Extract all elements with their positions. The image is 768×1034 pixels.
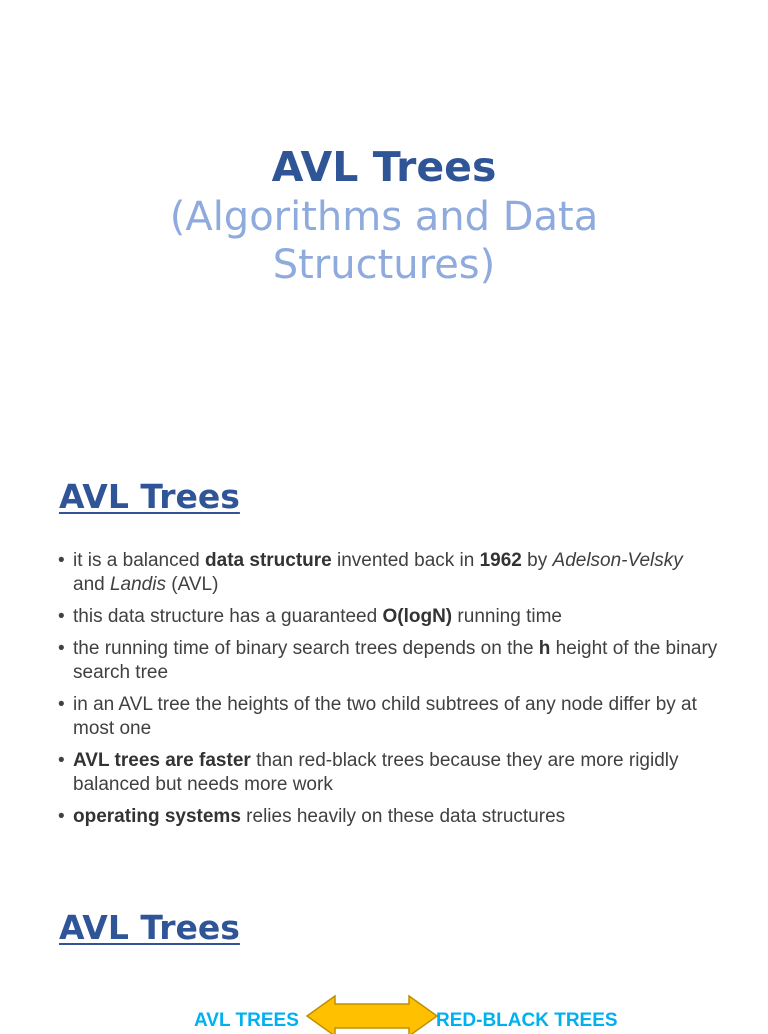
bullet-text: running time (452, 606, 562, 627)
bullet-text: 1962 (479, 550, 522, 571)
bullet-text: by (521, 550, 553, 571)
bullet-text: (AVL) (165, 574, 219, 595)
bullet-item (58, 693, 718, 741)
subtitle-line-1: (Algorithms and Data (169, 194, 599, 240)
red-black-trees-label: RED-BLACK TREES (436, 1010, 618, 1031)
double-arrow-icon (305, 994, 439, 1034)
subtitle-line-2: Structures) (272, 242, 496, 288)
bullet-text: invented back in (331, 550, 480, 571)
bullet-text: relies heavily on these data structures (240, 806, 566, 827)
bullet-text: the running time of binary search trees depends on the (73, 638, 539, 659)
bullet-text: and (73, 574, 110, 595)
bullet-item (58, 605, 718, 629)
bullet-item (58, 637, 718, 685)
section-heading: AVL Trees (59, 908, 240, 947)
slide-title: AVL Trees (271, 143, 497, 191)
bullet-text: AVL trees are faster (73, 750, 251, 771)
avl-trees-label: AVL TREES (194, 1010, 299, 1031)
title-slide (0, 0, 768, 430)
bullet-text: Adelson-Velsky (552, 550, 683, 571)
content-slide (0, 460, 768, 860)
bullet-text: h (538, 638, 551, 659)
bullet-text: Landis (109, 574, 166, 595)
bullet-text: in an AVL tree the heights of the two child subtrees of any node differ by at most one (73, 694, 697, 739)
section-heading: AVL Trees (59, 477, 240, 516)
bullet-text: height of the binary search tree (73, 638, 718, 683)
comparison-slide (0, 890, 768, 1031)
bullet-text: data structure (205, 550, 332, 571)
bullet-item (58, 549, 718, 597)
bullet-text: it is a balanced (73, 550, 206, 571)
bullet-text: this data structure has a guaranteed (73, 606, 383, 627)
comparison-row (0, 990, 768, 1030)
bullet-text: operating systems (73, 806, 241, 827)
bullet-item (58, 805, 718, 829)
bullet-list (58, 549, 718, 837)
bullet-text: than red-black trees because they are more rigidly balanced but needs more work (73, 750, 679, 795)
slide-subtitle (0, 193, 768, 289)
bullet-text: O(logN) (382, 606, 453, 627)
bullet-item (58, 749, 718, 797)
